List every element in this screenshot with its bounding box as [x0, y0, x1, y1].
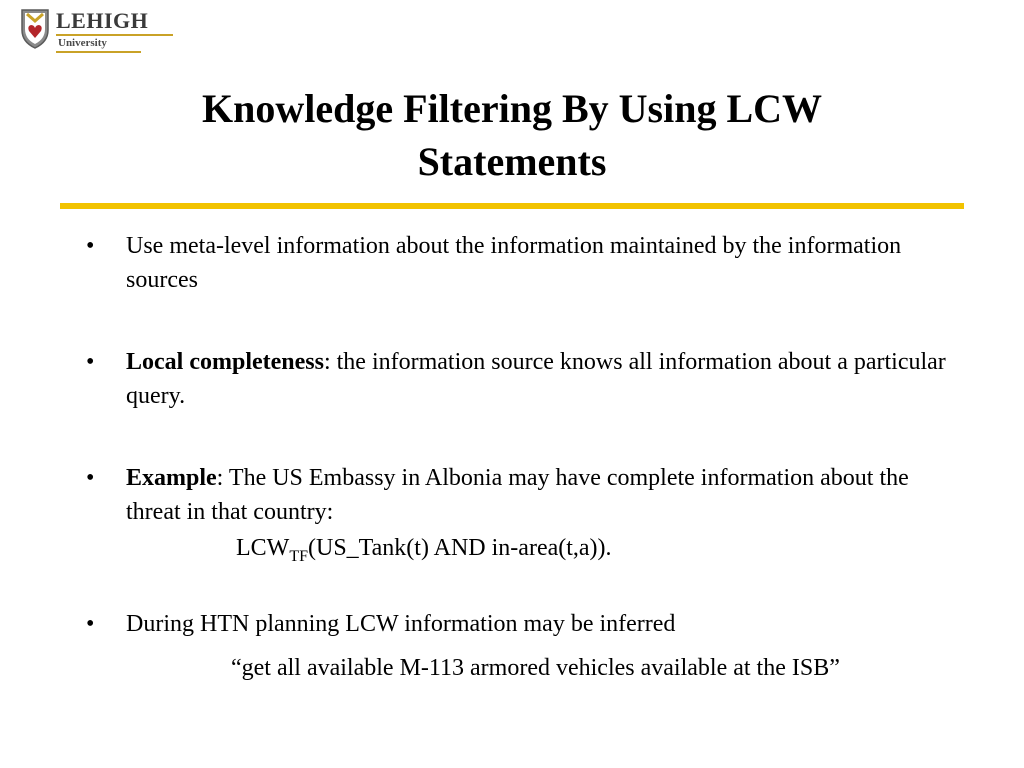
logo-subtitle: University: [58, 37, 107, 49]
bullet-item: [86, 345, 966, 413]
lcw-formula: [236, 531, 966, 565]
bullet-text: Use meta-level information about the information maintained by the information sources: [126, 233, 902, 293]
bullet-marker: •: [86, 349, 95, 375]
bullet-item: [86, 607, 966, 685]
bullet-marker: •: [86, 465, 95, 491]
shield-icon: [20, 8, 50, 50]
slide-title-line-1: Knowledge Filtering By Using LCW: [201, 86, 823, 131]
bullet-text: : The US Embassy in Albonia may have complete information about the threat in that country:: [126, 465, 909, 525]
logo-rule-bottom: [56, 51, 141, 53]
formula-base: LCW: [236, 535, 290, 561]
title-divider: [60, 203, 964, 209]
bullet-term: Local completeness: [126, 349, 324, 375]
university-logo: [20, 8, 160, 54]
bullet-item: [86, 461, 966, 565]
bullet-marker: •: [86, 611, 95, 637]
formula-subscript: TF: [289, 548, 308, 565]
logo-name: LEHIGH: [56, 8, 149, 33]
example-quote: “get all available M-113 armored vehicles available at the ISB”: [231, 655, 840, 681]
bullet-list: [86, 229, 966, 685]
slide-title: [100, 82, 924, 188]
logo-rule: [56, 34, 173, 36]
bullet-text: During HTN planning LCW information may be inferred: [126, 611, 676, 637]
bullet-item: [86, 229, 966, 297]
bullet-term: Example: [126, 465, 217, 491]
formula-expression: (US_Tank(t) AND in-area(t,a)).: [308, 535, 612, 561]
slide-title-line-2: Statements: [417, 139, 607, 184]
bullet-text: : the information source knows all information about a particular query.: [126, 349, 946, 409]
bullet-marker: •: [86, 233, 95, 259]
